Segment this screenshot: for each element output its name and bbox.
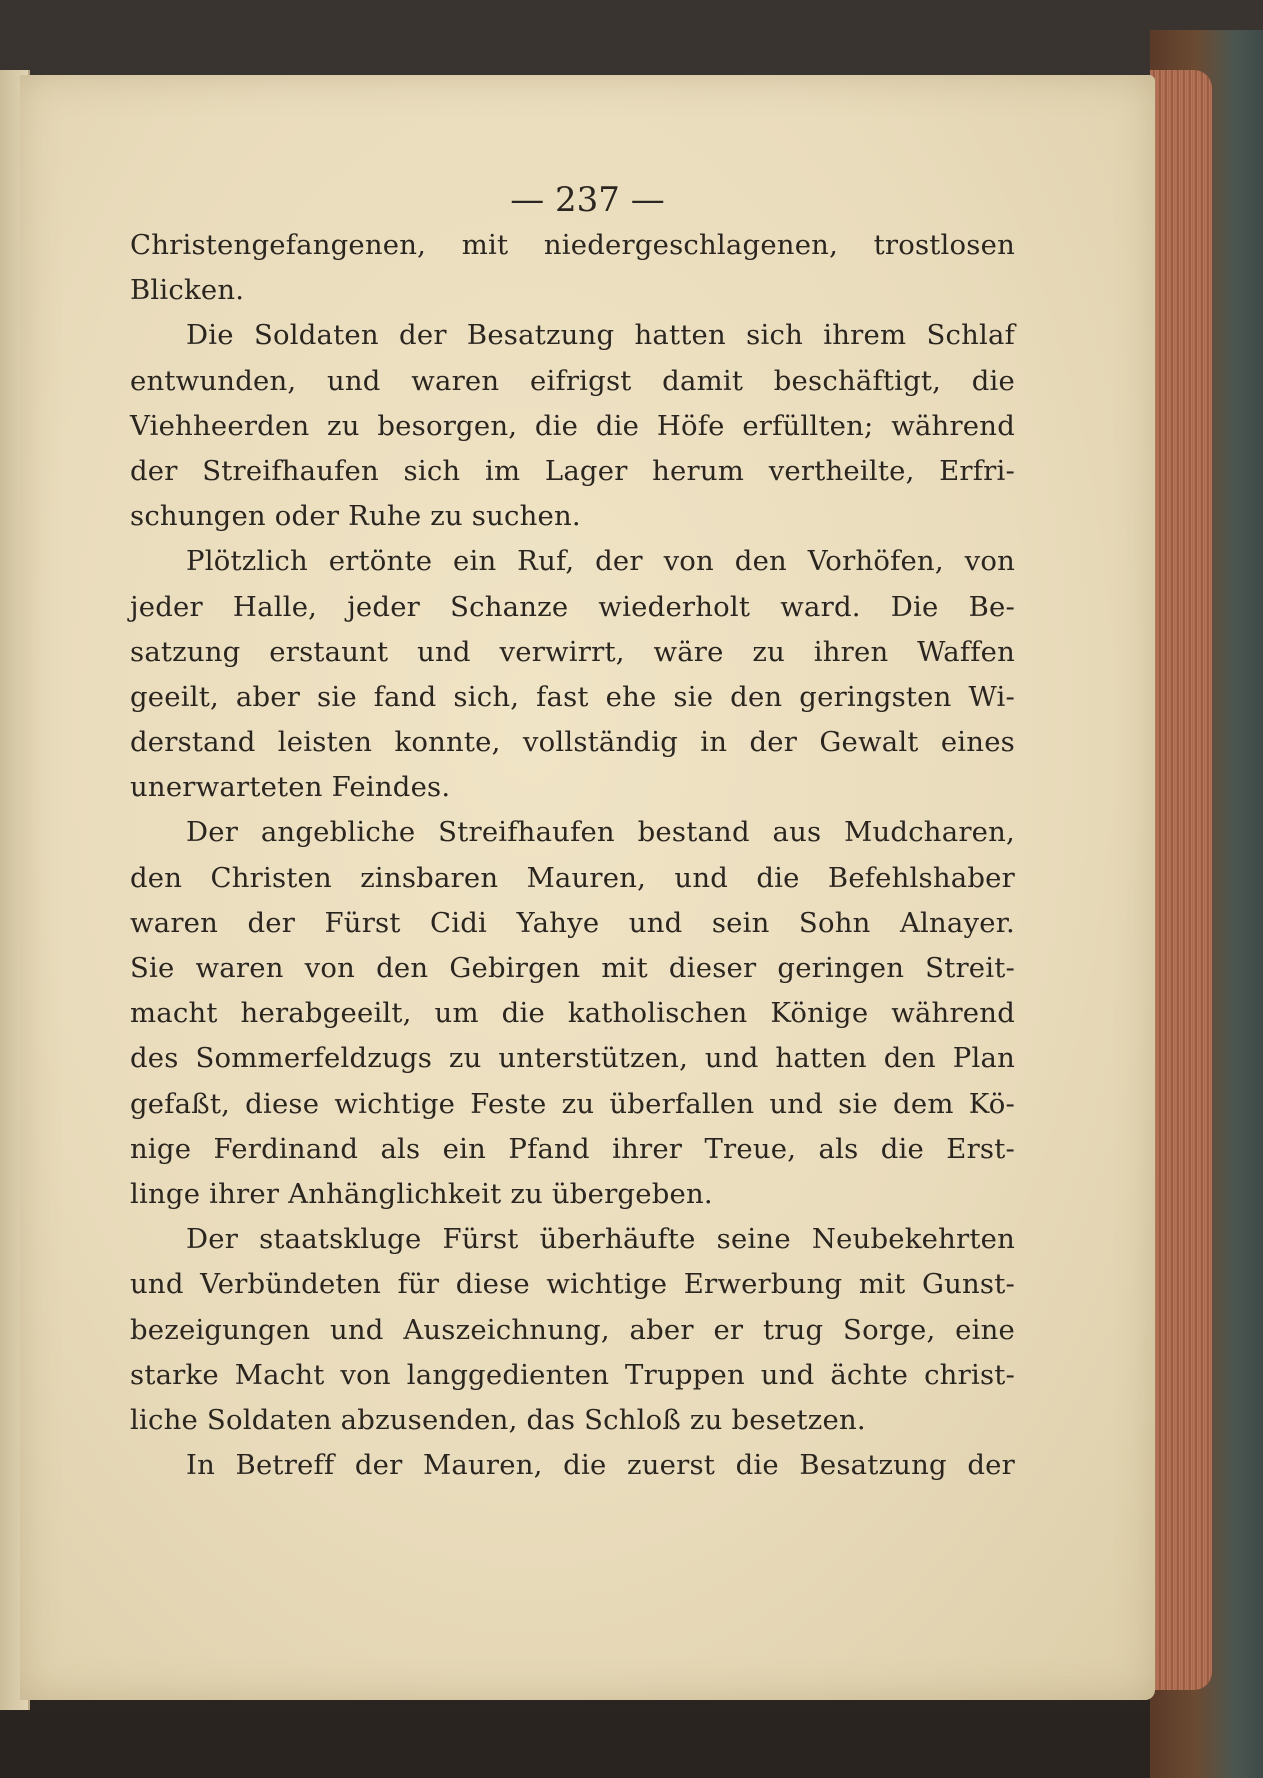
- text-line: waren der Fürst Cidi Yahye und sein Sohn Alnayer.: [130, 906, 1015, 939]
- text-line: linge ihrer Anhänglichkeit zu übergeben.: [130, 1177, 713, 1210]
- text-line: der Streifhaufen sich im Lager herum vertheilte, Erfri-: [130, 454, 1015, 487]
- text-line: derstand leisten konnte, vollständig in der Gewalt eines: [130, 726, 1015, 759]
- text-line: geeilt, aber sie fand sich, fast ehe sie den geringsten Wi-: [130, 680, 1015, 713]
- text-line: Blicken.: [130, 274, 245, 307]
- text-line: In Betreff der Mauren, die zuerst die Besatzung der: [186, 1449, 1015, 1482]
- page-body-text: [130, 223, 1015, 1488]
- text-line: Die Soldaten der Besatzung hatten sich ihrem Schlaf: [186, 319, 1015, 352]
- page-number: — 237 —: [510, 180, 665, 220]
- text-line: starke Macht von langgedienten Truppen und ächte christ-: [130, 1358, 1015, 1391]
- text-line: satzung erstaunt und verwirrt, wäre zu ihren Waffen: [130, 635, 1015, 668]
- text-line: macht herabgeeilt, um die katholischen Könige während: [130, 997, 1015, 1030]
- text-line: gefaßt, diese wichtige Feste zu überfallen und sie dem Kö-: [130, 1087, 1015, 1120]
- text-line: nige Ferdinand als ein Pfand ihrer Treue, als die Erst-: [130, 1132, 1015, 1165]
- text-line: bezeigungen und Auszeichnung, aber er trug Sorge, eine: [130, 1313, 1015, 1346]
- text-line: Sie waren von den Gebirgen mit dieser geringen Streit-: [130, 952, 1015, 984]
- text-line: Der staatskluge Fürst überhäufte seine Neubekehrten: [186, 1223, 1015, 1256]
- text-line: Viehheerden zu besorgen, die die Höfe erfüllten; während: [130, 409, 1015, 442]
- text-line: jeder Halle, jeder Schanze wiederholt ward. Die Be-: [130, 590, 1015, 623]
- text-line: Christengefangenen, mit niedergeschlagenen, trostlosen: [130, 229, 1015, 261]
- text-line: unerwarteten Feindes.: [130, 771, 451, 804]
- text-line: schungen oder Ruhe zu suchen.: [130, 500, 581, 533]
- text-line: des Sommerfeldzugs zu unterstützen, und hatten den Plan: [130, 1042, 1015, 1075]
- text-line: Plötzlich ertönte ein Ruf, der von den Vorhöfen, von: [186, 545, 1015, 578]
- page-edges: [1150, 70, 1212, 1690]
- book-page: [20, 75, 1155, 1700]
- text-line: entwunden, und waren eifrigst damit beschäftigt, die: [130, 364, 1015, 397]
- text-line: Der angebliche Streifhaufen bestand aus Mudcharen,: [186, 816, 1015, 849]
- text-line: und Verbündeten für diese wichtige Erwerbung mit Gunst-: [130, 1268, 1015, 1301]
- text-line: liche Soldaten abzusenden, das Schloß zu besetzen.: [130, 1403, 866, 1436]
- text-line: den Christen zinsbaren Mauren, und die Befehlshaber: [130, 861, 1015, 894]
